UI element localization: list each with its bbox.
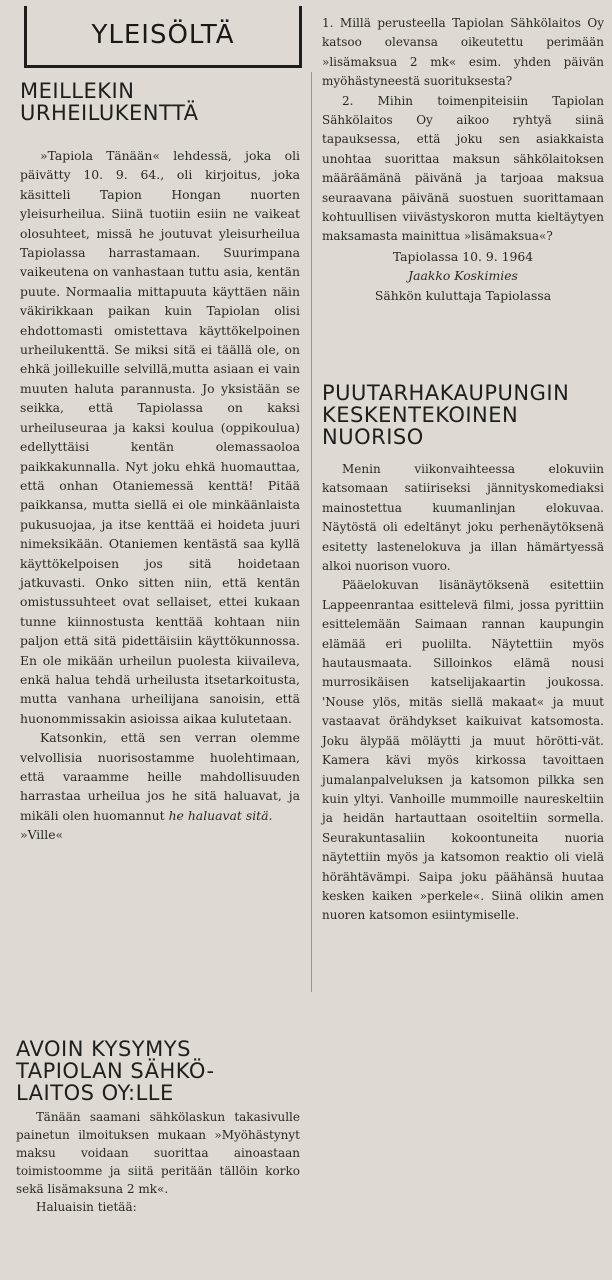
title-line: AVOIN KYSYMYS	[16, 1037, 191, 1061]
article-paragraph	[20, 728, 300, 825]
author-name	[322, 266, 604, 285]
article-paragraph: Tänään saamani sähkölaskun takasivulle painetun ilmoituksen mukaan »Myöhästynyt maksu voidaan suorittaa ainoastaan toimistoomme ja siitä peritään tällöin korko sekä lisämaksuna 2 mk«.	[16, 1110, 300, 1196]
title-line: NUORISO	[322, 425, 424, 449]
article-paragraph: 2. Mihin toimenpiteisiin Tapiolan Sähkölaitos Oy aikoo ryhtyä siinä tapauksessa, että joku sen asiakkaista unohtaa suorittaa maksun sähkölaitoksen määräämänä päivänä ja tarjoaa maksua seuraavana päivänä suostuen suorittamaan kohtuullisen viivästyskoron mutta kieltäytyen maksamasta mainittua »lisämaksua«?	[322, 93, 604, 244]
article-paragraph: »Tapiola Tänään« lehdessä, joka oli päivätty 10. 9. 64., oli kirjoitus, joka käsitteli Tapion Hongan nuorten yleisurheilua. Siinä tuotiin esiin ne vaikeat olosuhteet, missä he joutuvat yleisurheilua Tapiolassa harrastamaan. Suurimpana vaikeutena on vanhastaan tuttu asia, kentän puute. Normaalia mittapuuta käyttäen näin väkirikkaan paikan kuin Tapiolan olisi ehdottomasti omistettava käyttökelpoinen urheilukenttä. Se miksi sitä ei täällä ole, on ehkä joillekuille selvillä,mutta asiaan ei vain muuten haluta parannusta. Jo yksistään se seikka, että Tapiolassa on kaksi urheiluseuraa ja kaksi koulua (oppikoulua) edellyttäisi kentän olemassaoloa paikkakunnalla. Nyt joku ehkä huomauttaa, että onhan Otaniemessä kenttä! Pitää paikkansa, mutta siellä ei ole minkäänlaista pukusuojaa, ja itse kenttää ei hoideta juuri nimeksikään. Otaniemen kentästä saa kyllä käyttökelpoisen jos sitä hoidetaan jatkuvasti. Onko sitten niin, että kentän omistussuhteet ovat sellaiset, ettei kukaan tunne kiinnostusta kenttää kohtaan niin paljon että sitä pidettäisiin käyttökunnossa. En ole mikään urheilun puolesta kiivaileva, enkä halua tehdä urheilusta itsetarkoitusta, mutta vanhana urheilijana sanoisin, että huonommissakin asioissa aikaa kulutetaan.	[20, 148, 300, 726]
author-name-text: Jaakko Koskimies	[408, 268, 518, 284]
article-paragraph: Menin viikonvaihteessa elokuviin katsomaan satiiriseksi jännityskomediaksi mainostettua kuumanlinjan elokuvaa. Näytöstä oli edeltänyt joku perhenäytöksenä esitetty lastenelokuva ja illan hämärtyessä alkoi nuorison vuoro.	[322, 462, 604, 574]
section-header-box	[24, 6, 302, 68]
article-urheilukentta	[20, 80, 300, 845]
place-date: Tapiolassa 10. 9. 1964	[392, 248, 534, 264]
title-line: URHEILUKENTTÄ	[20, 101, 199, 125]
title-line: PUUTARHAKAUPUNGIN	[322, 381, 570, 405]
title-line: MEILLEKIN	[20, 79, 135, 103]
emphasis-text: he haluavat sitä.	[168, 807, 273, 823]
article-avoin-kysymys-body	[16, 1108, 300, 1216]
section-title: YLEISÖLTÄ	[91, 20, 235, 50]
article-title	[322, 382, 604, 448]
paragraph-text: Katsonkin, että sen verran olemme velvollisia nuorisostamme huolehtimaan, että varaamme heille mahdollisuuden harrastaa urheilua jos he sitä haluavat, ja mikäli olen huomannut	[20, 730, 300, 823]
article-paragraph: Haluaisin tietää:	[36, 1200, 137, 1214]
article-nuoriso	[322, 382, 604, 926]
article-title	[16, 1038, 300, 1104]
title-line: KESKENTEKOINEN	[322, 403, 519, 427]
title-line: TAPIOLAN SÄHKÖ-	[16, 1059, 215, 1083]
article-kysymys-continued	[322, 14, 604, 305]
article-paragraph: Pääelokuvan lisänäytöksenä esitettiin Lappeenrantaa esittelevä filmi, jossa pyrittiin esittelemään Saimaan rannan kaupungin elämää eri puolilta. Näytettiin myös hautausmaata. Silloinkos elämä nousi murrosikäisen katselijakaartin joukossa. 'Nouse ylös, mitäs siellä makaat« ja muut vastaavat örähdykset kaikuivat katsomosta. Joku älypää möläytti ja muut hörötti-vät. Kamera kävi myös kirkossa tavoittaen jumalanpalveluksen ja katsomon pilkka sen kuin yltyi. Vanhoille mummoille naureskeltiin ja heidän hartauttaan osoiteltiin sormella. Seurakuntasaliin kokoontuneita nuoria näytettiin myös ja katsomon reaktio oli vielä hörähtävämpi. Saipa joku päähänsä huutaa kesken kaiken »perkele«. Siinä olikin amen nuoren katsomon esiintymiselle.	[322, 578, 604, 923]
article-paragraph: 1. Millä perusteella Tapiolan Sähkölaitos Oy katsoo olevansa oikeutettu perimään »lisämaksua 2 mk« esim. yhden päivän myöhästyneestä suorituksesta?	[322, 16, 604, 89]
column-divider	[311, 72, 312, 992]
article-title	[20, 80, 300, 124]
author-role: Sähkön kuluttaja Tapiolassa	[374, 287, 552, 303]
title-line: LAITOS OY:LLE	[16, 1081, 174, 1105]
article-signature: »Ville«	[20, 827, 64, 843]
article-avoin-kysymys	[16, 1038, 300, 1104]
